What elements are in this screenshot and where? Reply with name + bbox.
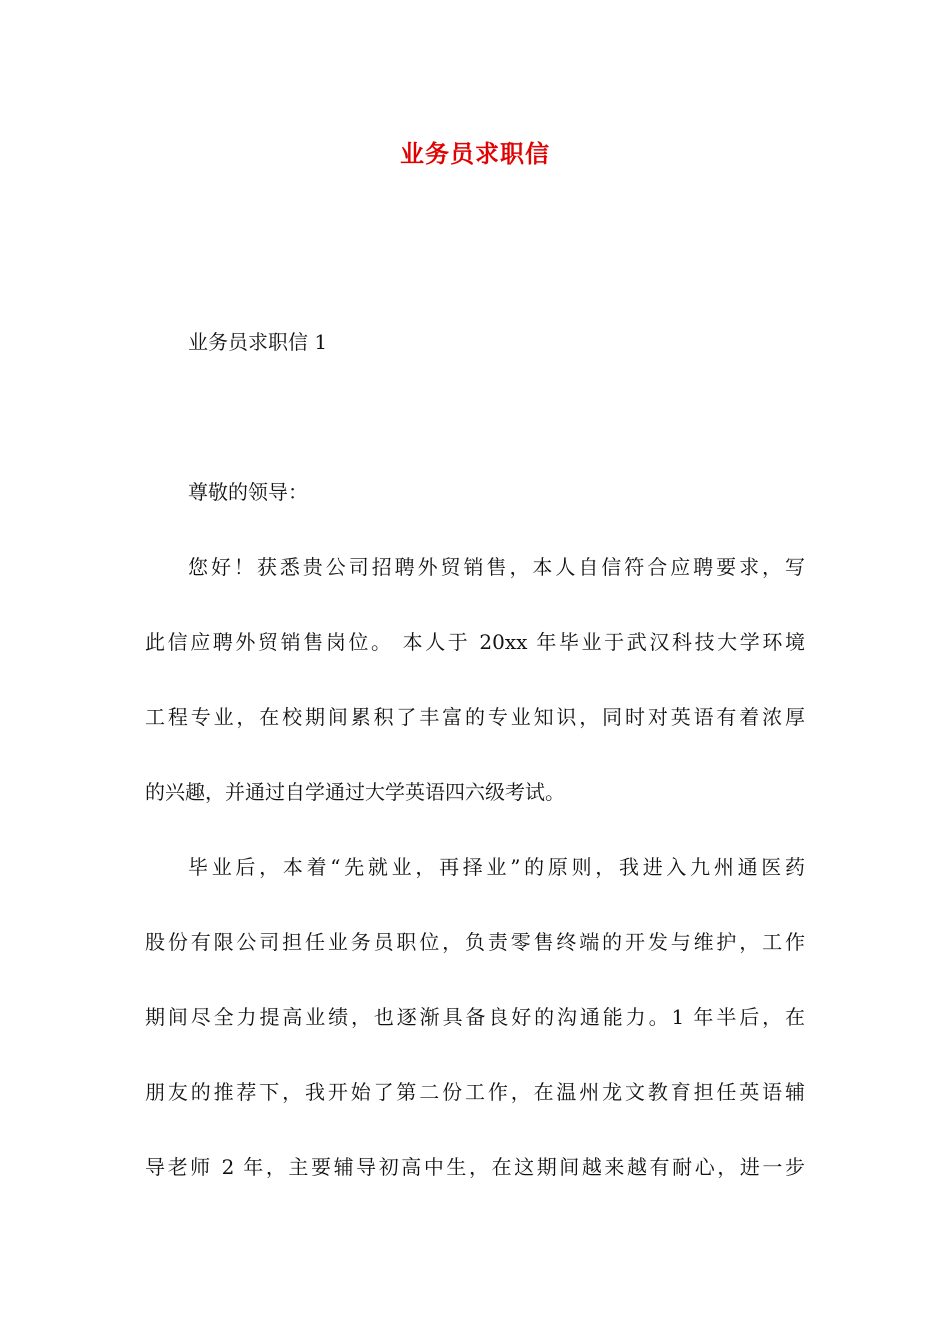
paragraph-1-line-2: 此信应聘外贸销售岗位。 本人于 20xx 年毕业于武汉科技大学环境 [145, 630, 805, 654]
paragraph-1-line-1: 您好！获悉贵公司招聘外贸销售，本人自信符合应聘要求，写 [188, 555, 805, 579]
paragraph-2-line-5: 导老师 2 年，主要辅导初高中生，在这期间越来越有耐心，进一步 [145, 1155, 805, 1179]
document-title: 业务员求职信 [400, 139, 550, 168]
paragraph-1-line-3: 工程专业，在校期间累积了丰富的专业知识，同时对英语有着浓厚 [145, 705, 805, 729]
paragraph-2-line-3: 期间尽全力提高业绩，也逐渐具备良好的沟通能力。1 年半后，在 [145, 1005, 805, 1029]
paragraph-2-line-2: 股份有限公司担任业务员职位，负责零售终端的开发与维护，工作 [145, 930, 805, 954]
paragraph-2-line-1: 毕业后，本着“先就业，再择业”的原则，我进入九州通医药 [188, 855, 805, 879]
paragraph-2-line-4: 朋友的推荐下，我开始了第二份工作，在温州龙文教育担任英语辅 [145, 1080, 805, 1104]
salutation: 尊敬的领导： [188, 480, 308, 504]
section-heading: 业务员求职信 1 [188, 330, 328, 354]
paragraph-1-line-4: 的兴趣，并通过自学通过大学英语四六级考试。 [145, 780, 565, 804]
